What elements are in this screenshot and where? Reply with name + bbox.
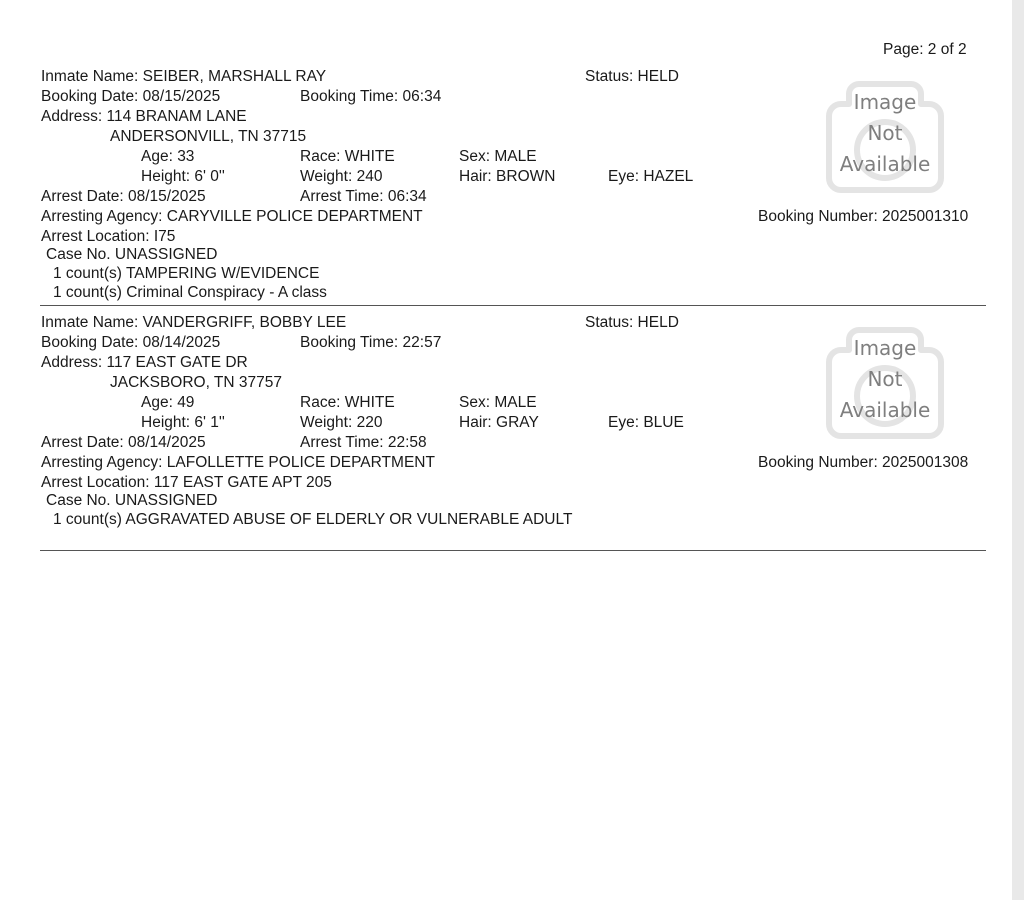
image-placeholder-text: Available bbox=[839, 398, 931, 422]
booking-date: Booking Date: 08/15/2025 bbox=[41, 88, 221, 105]
booking-number: Booking Number: 2025001310 bbox=[758, 208, 969, 225]
booking-number: Booking Number: 2025001308 bbox=[758, 454, 969, 471]
image-placeholder-text: Image bbox=[853, 90, 917, 114]
case-number: Case No. UNASSIGNED bbox=[46, 246, 218, 263]
eye: Eye: BLUE bbox=[608, 414, 684, 431]
inmate-name: Inmate Name: SEIBER, MARSHALL RAY bbox=[41, 68, 327, 85]
booking-time: Booking Time: 06:34 bbox=[300, 88, 442, 105]
arrest-date: Arrest Date: 08/14/2025 bbox=[41, 434, 206, 451]
image-placeholder-text: Image bbox=[853, 336, 917, 360]
status: Status: HELD bbox=[585, 68, 679, 85]
booking-date: Booking Date: 08/14/2025 bbox=[41, 334, 221, 351]
record-divider bbox=[40, 305, 986, 306]
age: Age: 33 bbox=[141, 148, 195, 165]
race: Race: WHITE bbox=[300, 148, 395, 165]
booking-time: Booking Time: 22:57 bbox=[300, 334, 442, 351]
image-not-available bbox=[815, 66, 955, 206]
height: Height: 6' 0'' bbox=[141, 168, 225, 185]
arrest-date: Arrest Date: 08/15/2025 bbox=[41, 188, 206, 205]
arrest-location: Arrest Location: 117 EAST GATE APT 205 bbox=[41, 474, 332, 491]
case-number: Case No. UNASSIGNED bbox=[46, 492, 218, 509]
age: Age: 49 bbox=[141, 394, 195, 411]
address-line-1: Address: 117 EAST GATE DR bbox=[41, 354, 248, 371]
charge: 1 count(s) AGGRAVATED ABUSE OF ELDERLY OR VULNERABLE ADULT bbox=[53, 511, 573, 528]
charge: 1 count(s) Criminal Conspiracy - A class bbox=[53, 284, 327, 301]
image-placeholder-text: Not bbox=[867, 121, 903, 145]
arrest-time: Arrest Time: 22:58 bbox=[300, 434, 427, 451]
address-line-2: JACKSBORO, TN 37757 bbox=[110, 374, 283, 391]
arrest-time: Arrest Time: 06:34 bbox=[300, 188, 427, 205]
image-placeholder-text: Available bbox=[839, 152, 931, 176]
image-not-available bbox=[815, 312, 955, 452]
address-line-2: ANDERSONVILL, TN 37715 bbox=[110, 128, 307, 145]
record-divider bbox=[40, 550, 986, 551]
hair: Hair: BROWN bbox=[459, 168, 556, 185]
page-edge bbox=[1012, 0, 1024, 900]
charge: 1 count(s) TAMPERING W/EVIDENCE bbox=[53, 265, 320, 282]
height: Height: 6' 1'' bbox=[141, 414, 225, 431]
image-placeholder-text: Not bbox=[867, 367, 903, 391]
arresting-agency: Arresting Agency: LAFOLLETTE POLICE DEPARTMENT bbox=[41, 454, 435, 471]
eye: Eye: HAZEL bbox=[608, 168, 694, 185]
address-line-1: Address: 114 BRANAM LANE bbox=[41, 108, 247, 125]
weight: Weight: 240 bbox=[300, 168, 383, 185]
page-number: Page: 2 of 2 bbox=[883, 41, 967, 58]
sex: Sex: MALE bbox=[459, 394, 537, 411]
hair: Hair: GRAY bbox=[459, 414, 539, 431]
status: Status: HELD bbox=[585, 314, 679, 331]
sex: Sex: MALE bbox=[459, 148, 537, 165]
inmate-name: Inmate Name: VANDERGRIFF, BOBBY LEE bbox=[41, 314, 347, 331]
arrest-location: Arrest Location: I75 bbox=[41, 228, 176, 245]
arresting-agency: Arresting Agency: CARYVILLE POLICE DEPARTMENT bbox=[41, 208, 423, 225]
weight: Weight: 220 bbox=[300, 414, 383, 431]
race: Race: WHITE bbox=[300, 394, 395, 411]
